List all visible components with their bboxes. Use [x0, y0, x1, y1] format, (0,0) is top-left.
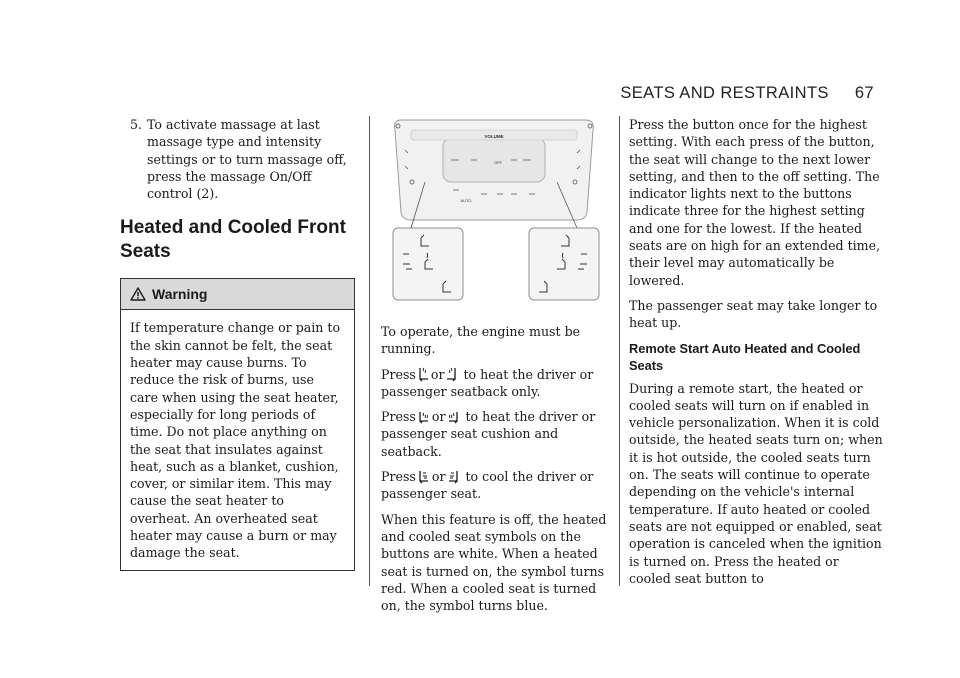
cool-desc: to cool the driver or passenger seat.: [381, 469, 594, 502]
section-heading: Heated and Cooled Front Seats: [120, 217, 346, 263]
paragraph-settings: Press the button once for the highest setting. With each press of the button, the seat will change to the next lower setting, and then to the off setting. The indicator lights next to the buttons indicate three for the highest setting and one for the lowest. If the heated seats are on high for an extended time, their level may automatically be lowered.: [629, 117, 881, 288]
column-divider: [369, 116, 370, 586]
paragraph-cool: [381, 468, 613, 503]
paragraph-passenger: The passenger seat may take longer to heat up.: [629, 297, 878, 331]
press-text: Press: [381, 409, 416, 425]
seatback-desc: to heat the driver or passenger seatback only.: [381, 366, 594, 399]
column-1: [120, 116, 356, 571]
or-text: or: [431, 469, 446, 485]
off-label: OFF: [494, 160, 502, 165]
subsection-heading: Remote Start Auto Heated and Cooled Seats: [629, 340, 861, 373]
seat-heat-driver-icon: [418, 409, 430, 424]
or-text: or: [430, 366, 445, 382]
section-title: SEATS AND RESTRAINTS: [620, 84, 829, 102]
column-3: [629, 116, 884, 595]
step-item: [130, 116, 356, 202]
press-text: Press: [381, 366, 416, 382]
paragraph-seatback: [381, 366, 613, 401]
or-text: or: [431, 409, 446, 425]
cushion-desc: to heat the driver or passenger seat cushion and seatback.: [381, 409, 596, 459]
warning-body: [121, 310, 354, 569]
seat-cool-passenger-icon: [447, 469, 459, 484]
running-header: [620, 84, 874, 103]
warning-text: If temperature change or pain to the skin cannot be felt, the seat heater may cause burns. To reduce the risk of burns, use care when using the seat heater, especially for long periods of time. Do not place anything on the seat that insulates against heat, such as a blanket, cushion, cover, or similar item. This may cause the seat heater to overheat. An overheated seat heater may cause a burn or may damage the seat.: [130, 320, 341, 561]
seat-cool-driver-icon: [418, 469, 430, 484]
press-text: Press: [381, 469, 416, 485]
seatback-heat-driver-icon: [418, 367, 429, 382]
seatback-heat-passenger-icon: [446, 367, 457, 382]
paragraph-cushion: [381, 408, 613, 460]
paragraph-remote-start: During a remote start, the heated or cooled seats will turn on if enabled in vehicle personalization. When it is cold outside, the heated seats turn on; when it is hot outside, the cooled seats turn on. The seats will continue to operate depending on the vehicle's internal temperature. If auto heated or cooled seats are not equipped or enabled, seat operation is canceled when the ignition is turned on. Press the heated or cooled seat button to: [629, 380, 883, 586]
auto-label: AUTO: [460, 198, 472, 203]
step-number: 5.: [130, 117, 143, 132]
paragraph-indicator-colors: When this feature is off, the heated and cooled seat symbols on the buttons are white. When a heated seat is turned on, the symbol turns red. When a cooled seat is turned on, the symbol turns blue.: [381, 511, 607, 614]
page-number: 67: [854, 84, 874, 102]
warning-triangle-icon: [130, 287, 146, 301]
volume-label: VOLUME: [484, 134, 504, 139]
column-divider: [619, 116, 620, 586]
column-2: [381, 116, 613, 622]
step-text: To activate massage at last massage type and intensity settings or to turn massage off, press the massage On/Off control (2).: [147, 117, 347, 202]
seat-heat-passenger-icon: [447, 409, 459, 424]
paragraph-operate: To operate, the engine must be running.: [381, 324, 581, 357]
warning-box: [120, 278, 355, 570]
warning-title: Warning: [152, 286, 208, 303]
warning-header: [121, 279, 354, 310]
climate-control-panel-figure: [381, 116, 607, 304]
